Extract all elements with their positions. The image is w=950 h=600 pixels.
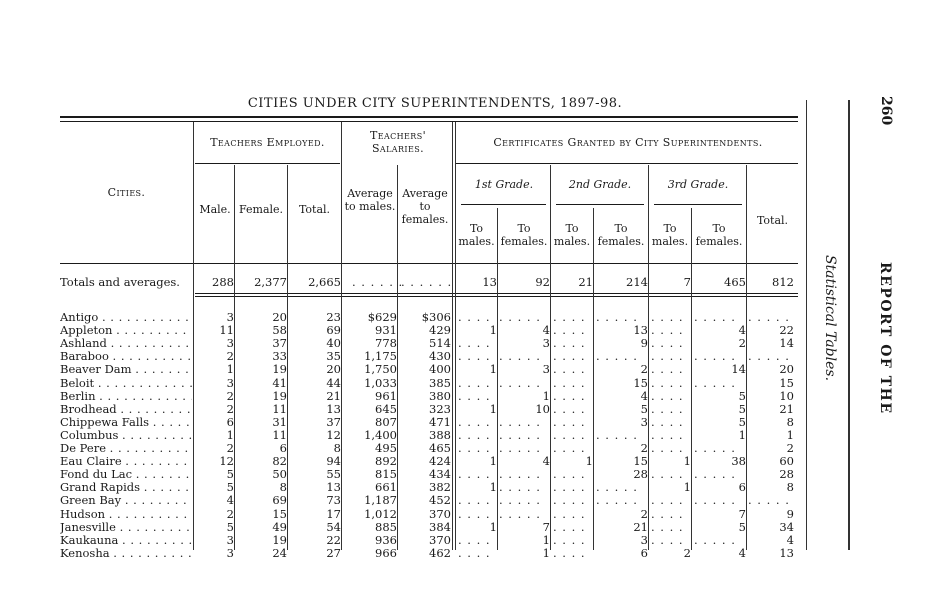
cell-avm: $629 bbox=[367, 310, 397, 324]
cell-ct: 8 bbox=[786, 480, 794, 495]
leader-dots bbox=[651, 429, 687, 442]
header-male: Male. bbox=[199, 203, 231, 216]
leader-dots bbox=[651, 390, 687, 403]
leader-dots bbox=[499, 311, 545, 324]
cell-female: 69 bbox=[272, 493, 287, 508]
cell-ct: 9 bbox=[786, 506, 794, 521]
cell-g3f: 4 bbox=[738, 323, 746, 338]
cell-total: 40 bbox=[326, 336, 341, 351]
cell-male: 3 bbox=[226, 545, 234, 560]
header-certificates: Certificates Granted by City Superintendents. bbox=[493, 136, 763, 149]
cell-male: 3 bbox=[226, 310, 234, 324]
cell-male: 2 bbox=[226, 506, 234, 521]
leader-dots bbox=[553, 429, 589, 442]
cell-g1f: 10 bbox=[535, 401, 550, 416]
header-avg-males: Average to males. bbox=[344, 187, 396, 213]
cell-total: 55 bbox=[326, 467, 341, 482]
cell-g1f: 4 bbox=[542, 323, 550, 338]
cell-ct: 8 bbox=[786, 414, 794, 429]
cell-avf: 388 bbox=[429, 427, 451, 442]
cell-avm: 495 bbox=[375, 441, 397, 455]
cell-g3m: 2 bbox=[683, 545, 691, 560]
leader-dots bbox=[596, 350, 642, 363]
cell-g1m: 1 bbox=[489, 480, 497, 495]
city-name: Brodhead . . . bbox=[60, 403, 192, 416]
header-teachers-employed: Teachers Employed. bbox=[210, 136, 325, 149]
cell-avm: 892 bbox=[375, 454, 397, 469]
table-row bbox=[60, 324, 800, 337]
cell-avf: 465 bbox=[429, 441, 451, 455]
cell-female: 6 bbox=[279, 441, 287, 455]
cell-g2f: 28 bbox=[633, 467, 648, 482]
cell-total: 21 bbox=[326, 388, 341, 403]
cell-male: 5 bbox=[226, 480, 234, 495]
leader-dots bbox=[694, 468, 740, 481]
table-row bbox=[60, 403, 800, 416]
cell-female: 19 bbox=[272, 362, 287, 377]
leader-dots bbox=[651, 377, 687, 390]
cell-avm: 1,400 bbox=[364, 427, 397, 442]
top-rule bbox=[60, 116, 798, 118]
cell-female: 33 bbox=[272, 349, 287, 364]
header-grade-3: 3rd Grade. bbox=[667, 178, 729, 191]
cell-male: 4 bbox=[226, 493, 234, 508]
cell-male: 2 bbox=[226, 401, 234, 416]
table-row bbox=[60, 311, 800, 324]
cell-avf: 514 bbox=[429, 336, 451, 351]
table-row bbox=[60, 508, 800, 521]
header-grade-1: 1st Grade. bbox=[474, 178, 534, 191]
cell-ct: 14 bbox=[779, 336, 794, 351]
cell-total: 13 bbox=[326, 401, 341, 416]
cell-g2f: 2 bbox=[640, 506, 648, 521]
cell-g2f: 3 bbox=[640, 414, 648, 429]
cell-male: 2 bbox=[226, 441, 234, 455]
city-name: Fond du Lac . . . bbox=[60, 468, 192, 481]
cell-g2f: 15 bbox=[633, 375, 648, 390]
leader-dots bbox=[499, 442, 545, 455]
cell-male: 3 bbox=[226, 532, 234, 547]
cell-ct: 13 bbox=[779, 545, 794, 560]
cell-female: 24 bbox=[272, 545, 287, 560]
side-label: Statistical Tables. bbox=[822, 255, 838, 382]
city-name: Chippewa Falls . . . bbox=[60, 416, 192, 429]
cell-g2f: 2 bbox=[640, 362, 648, 377]
cell-avf: 430 bbox=[429, 349, 451, 364]
cell-g3f: 14 bbox=[731, 362, 746, 377]
leader-dots bbox=[553, 377, 589, 390]
leader-dots bbox=[651, 403, 687, 416]
totals-row: Totals and averages. 288 2,377 2,665 . . . . . . 13 92 21 214 7 465 812 bbox=[60, 276, 800, 289]
city-name: Eau Claire . . . bbox=[60, 455, 192, 468]
cell-avm: 1,012 bbox=[364, 506, 397, 521]
leader-dots bbox=[553, 390, 589, 403]
leader-dots bbox=[458, 311, 494, 324]
cell-g3f: 7 bbox=[738, 506, 746, 521]
cell-total: 35 bbox=[326, 349, 341, 364]
cell-ct: 21 bbox=[779, 401, 794, 416]
cell-g3m: 1 bbox=[683, 480, 691, 495]
cell-male: 11 bbox=[219, 323, 234, 338]
cell-avm: 1,187 bbox=[364, 493, 397, 508]
cell-female: 15 bbox=[272, 506, 287, 521]
cell-avf: 384 bbox=[429, 519, 451, 534]
cell-g3m: 1 bbox=[683, 454, 691, 469]
leader-dots bbox=[553, 324, 589, 337]
cell-avm: 645 bbox=[375, 401, 397, 416]
leader-dots bbox=[651, 350, 687, 363]
cell-avf: 382 bbox=[429, 480, 451, 495]
cell-avf: 452 bbox=[429, 493, 451, 508]
cell-ct: 34 bbox=[779, 519, 794, 534]
table-row bbox=[60, 521, 800, 534]
cell-g3f: 2 bbox=[738, 336, 746, 351]
cell-total: 17 bbox=[326, 506, 341, 521]
leader-dots bbox=[553, 521, 589, 534]
leader-dots bbox=[553, 547, 589, 560]
city-name: De Pere . . . bbox=[60, 442, 192, 455]
table-row bbox=[60, 390, 800, 403]
cell-female: 41 bbox=[272, 375, 287, 390]
header-g2-females: To females. bbox=[597, 222, 645, 248]
running-head: REPORT OF THE bbox=[877, 262, 893, 415]
table-row bbox=[60, 377, 800, 390]
leader-dots bbox=[458, 377, 494, 390]
cell-total: 27 bbox=[326, 545, 341, 560]
cell-total: 54 bbox=[326, 519, 341, 534]
city-name: Ashland . . . bbox=[60, 337, 192, 350]
cell-avm: 1,175 bbox=[364, 349, 397, 364]
table-row bbox=[60, 534, 800, 547]
leader-dots bbox=[458, 416, 494, 429]
header-g3-females: To females. bbox=[695, 222, 743, 248]
leader-dots bbox=[651, 416, 687, 429]
cell-g2f: 2 bbox=[640, 441, 648, 455]
leader-dots bbox=[651, 363, 687, 376]
leader-dots bbox=[499, 416, 545, 429]
city-name: Hudson . . . bbox=[60, 508, 192, 521]
leader-dots bbox=[651, 337, 687, 350]
leader-dots bbox=[499, 468, 545, 481]
leader-dots bbox=[748, 311, 794, 324]
leader-dots bbox=[499, 494, 545, 507]
city-name: Beloit . . . bbox=[60, 377, 192, 390]
leader-dots bbox=[596, 481, 642, 494]
cell-total: 22 bbox=[326, 532, 341, 547]
table-row bbox=[60, 468, 800, 481]
cell-avf: 380 bbox=[429, 388, 451, 403]
cell-female: 82 bbox=[272, 454, 287, 469]
cell-ct: 22 bbox=[779, 323, 794, 338]
city-name: Antigo . . . bbox=[60, 311, 192, 324]
cell-avf: $306 bbox=[421, 310, 451, 324]
leader-dots bbox=[651, 534, 687, 547]
leader-dots bbox=[651, 311, 687, 324]
header-female: Female. bbox=[238, 203, 284, 216]
cell-g1m: 1 bbox=[489, 362, 497, 377]
cell-total: 69 bbox=[326, 323, 341, 338]
leader-dots bbox=[458, 534, 494, 547]
leader-dots bbox=[553, 481, 589, 494]
cell-g1f: 1 bbox=[542, 532, 550, 547]
cell-avf: 400 bbox=[429, 362, 451, 377]
leader-dots bbox=[458, 390, 494, 403]
table-row bbox=[60, 494, 800, 507]
cell-total: 12 bbox=[326, 427, 341, 442]
cell-avf: 370 bbox=[429, 506, 451, 521]
city-name: Baraboo . . . bbox=[60, 350, 192, 363]
leader-dots bbox=[748, 494, 794, 507]
cell-g3f: 4 bbox=[738, 545, 746, 560]
top-rule-thin bbox=[60, 121, 798, 122]
leader-dots bbox=[553, 403, 589, 416]
totals-label: Totals and averages. bbox=[60, 275, 180, 289]
cell-avm: 807 bbox=[375, 414, 397, 429]
cell-male: 5 bbox=[226, 519, 234, 534]
cell-male: 1 bbox=[226, 427, 234, 442]
leader-dots bbox=[694, 494, 740, 507]
leader-dots bbox=[553, 416, 589, 429]
cell-g1f: 3 bbox=[542, 336, 550, 351]
header-teachers-salaries: Teachers' Salaries. bbox=[369, 129, 427, 155]
city-name: Columbus . . . bbox=[60, 429, 192, 442]
header-g1-males: To males. bbox=[458, 222, 495, 248]
header-grade-2: 2nd Grade. bbox=[568, 178, 632, 191]
cell-total: 73 bbox=[326, 493, 341, 508]
leader-dots bbox=[694, 377, 740, 390]
cell-g2f: 15 bbox=[633, 454, 648, 469]
cell-avf: 323 bbox=[429, 401, 451, 416]
cell-avm: 1,750 bbox=[364, 362, 397, 377]
table-row bbox=[60, 442, 800, 455]
cell-total: 37 bbox=[326, 414, 341, 429]
leader-dots bbox=[499, 377, 545, 390]
table-row bbox=[60, 337, 800, 350]
leader-dots bbox=[651, 521, 687, 534]
table-row bbox=[60, 363, 800, 376]
city-name: Berlin . . . bbox=[60, 390, 192, 403]
cell-g3f: 6 bbox=[738, 480, 746, 495]
leader-dots bbox=[553, 350, 589, 363]
cell-g1m: 1 bbox=[489, 454, 497, 469]
leader-dots bbox=[553, 337, 589, 350]
cell-female: 11 bbox=[272, 427, 287, 442]
header-total: Total. bbox=[298, 203, 331, 216]
cell-total: 20 bbox=[326, 362, 341, 377]
cell-avm: 931 bbox=[375, 323, 397, 338]
cell-total: 44 bbox=[326, 375, 341, 390]
leader-dots bbox=[651, 324, 687, 337]
cell-g2f: 9 bbox=[640, 336, 648, 351]
cell-total: 23 bbox=[326, 310, 341, 324]
city-name: Appleton . . . bbox=[60, 324, 192, 337]
cell-male: 2 bbox=[226, 388, 234, 403]
cell-g1f: 3 bbox=[542, 362, 550, 377]
table-row bbox=[60, 455, 800, 468]
cell-ct: 28 bbox=[779, 467, 794, 482]
cell-female: 19 bbox=[272, 532, 287, 547]
leader-dots bbox=[553, 442, 589, 455]
header-cities: Cities. bbox=[107, 186, 146, 199]
leader-dots bbox=[694, 442, 740, 455]
table-row bbox=[60, 547, 800, 560]
header-g3-males: To males. bbox=[651, 222, 689, 248]
cell-female: 58 bbox=[272, 323, 287, 338]
leader-dots bbox=[553, 508, 589, 521]
cell-avf: 429 bbox=[429, 323, 451, 338]
leader-dots bbox=[553, 468, 589, 481]
cell-avm: 966 bbox=[375, 545, 397, 560]
leader-dots bbox=[596, 429, 642, 442]
leader-dots bbox=[748, 350, 794, 363]
leader-dots bbox=[694, 350, 740, 363]
table-row bbox=[60, 416, 800, 429]
cell-ct: 1 bbox=[786, 427, 794, 442]
leader-dots bbox=[458, 508, 494, 521]
cell-female: 31 bbox=[272, 414, 287, 429]
cell-avf: 434 bbox=[429, 467, 451, 482]
leader-dots bbox=[553, 494, 589, 507]
cell-avm: 961 bbox=[375, 388, 397, 403]
cell-male: 12 bbox=[219, 454, 234, 469]
table-row bbox=[60, 429, 800, 442]
leader-dots bbox=[458, 494, 494, 507]
cell-ct: 4 bbox=[786, 532, 794, 547]
cell-g1f: 1 bbox=[542, 545, 550, 560]
cell-g2f: 5 bbox=[640, 401, 648, 416]
header-avg-females: Average to females. bbox=[401, 187, 449, 226]
leader-dots bbox=[458, 468, 494, 481]
cell-g1m: 1 bbox=[489, 519, 497, 534]
city-name: Kenosha . . . bbox=[60, 547, 192, 560]
cell-avm: 778 bbox=[375, 336, 397, 351]
cell-male: 5 bbox=[226, 467, 234, 482]
cell-g2f: 21 bbox=[633, 519, 648, 534]
leader-dots bbox=[596, 311, 642, 324]
cell-ct: 60 bbox=[779, 454, 794, 469]
cell-female: 20 bbox=[272, 310, 287, 324]
header-g1-females: To females. bbox=[500, 222, 548, 248]
cell-ct: 10 bbox=[779, 388, 794, 403]
cell-avm: 1,033 bbox=[364, 375, 397, 390]
cell-female: 37 bbox=[272, 336, 287, 351]
leader-dots bbox=[596, 494, 642, 507]
cell-g3f: 1 bbox=[738, 427, 746, 442]
cell-g1f: 7 bbox=[542, 519, 550, 534]
table-row bbox=[60, 350, 800, 363]
leader-dots bbox=[651, 442, 687, 455]
cell-g3f: 5 bbox=[738, 414, 746, 429]
city-name: Beaver Dam . . . bbox=[60, 363, 192, 376]
cell-total: 8 bbox=[333, 441, 341, 455]
page-number: 260 bbox=[878, 96, 894, 126]
cell-g3f: 38 bbox=[731, 454, 746, 469]
leader-dots bbox=[694, 534, 740, 547]
cell-g1f: 4 bbox=[542, 454, 550, 469]
cell-total: 94 bbox=[326, 454, 341, 469]
header-g2-males: To males. bbox=[553, 222, 591, 248]
cell-female: 50 bbox=[272, 467, 287, 482]
cell-g1f: 1 bbox=[542, 388, 550, 403]
cell-male: 6 bbox=[226, 414, 234, 429]
leader-dots bbox=[458, 337, 494, 350]
cell-male: 3 bbox=[226, 375, 234, 390]
cell-g2m: 1 bbox=[585, 454, 593, 469]
cell-total: 13 bbox=[326, 480, 341, 495]
leader-dots bbox=[458, 442, 494, 455]
leader-dots bbox=[458, 547, 494, 560]
leader-dots bbox=[553, 534, 589, 547]
cell-avf: 370 bbox=[429, 532, 451, 547]
cell-avm: 885 bbox=[375, 519, 397, 534]
cell-female: 19 bbox=[272, 388, 287, 403]
cell-avf: 424 bbox=[429, 454, 451, 469]
cell-avm: 661 bbox=[375, 480, 397, 495]
cell-avm: 936 bbox=[375, 532, 397, 547]
cell-g2f: 6 bbox=[640, 545, 648, 560]
cell-ct: 20 bbox=[779, 362, 794, 377]
city-name: Kaukauna . . . bbox=[60, 534, 192, 547]
leader-dots bbox=[694, 311, 740, 324]
cell-g3f: 5 bbox=[738, 388, 746, 403]
leader-dots bbox=[553, 311, 589, 324]
leader-dots bbox=[499, 481, 545, 494]
cell-g1m: 1 bbox=[489, 401, 497, 416]
cell-male: 2 bbox=[226, 349, 234, 364]
cell-female: 49 bbox=[272, 519, 287, 534]
cell-ct: 2 bbox=[786, 441, 794, 455]
cell-g3f: 5 bbox=[738, 519, 746, 534]
cell-g2f: 4 bbox=[640, 388, 648, 403]
cell-g3f: 5 bbox=[738, 401, 746, 416]
city-name: Grand Rapids . . . bbox=[60, 481, 192, 494]
cell-avf: 471 bbox=[429, 414, 451, 429]
leader-dots bbox=[553, 363, 589, 376]
header-cert-total: Total. bbox=[756, 214, 789, 227]
leader-dots bbox=[499, 429, 545, 442]
cell-g2f: 13 bbox=[633, 323, 648, 338]
cell-female: 8 bbox=[279, 480, 287, 495]
cell-g1m: 1 bbox=[489, 323, 497, 338]
cell-g2f: 3 bbox=[640, 532, 648, 547]
cell-avf: 385 bbox=[429, 375, 451, 390]
cell-male: 3 bbox=[226, 336, 234, 351]
cell-female: 11 bbox=[272, 401, 287, 416]
leader-dots bbox=[651, 494, 687, 507]
cell-male: 1 bbox=[226, 362, 234, 377]
leader-dots bbox=[499, 508, 545, 521]
page-title: CITIES UNDER CITY SUPERINTENDENTS, 1897-98. bbox=[247, 96, 623, 111]
cell-avf: 462 bbox=[429, 545, 451, 560]
cell-ct: 15 bbox=[779, 375, 794, 390]
leader-dots bbox=[651, 508, 687, 521]
city-name: Green Bay . . . bbox=[60, 494, 192, 507]
cell-avm: 815 bbox=[375, 467, 397, 482]
table-row bbox=[60, 481, 800, 494]
leader-dots bbox=[651, 468, 687, 481]
leader-dots bbox=[458, 429, 494, 442]
leader-dots bbox=[458, 350, 494, 363]
city-name: Janesville . . . bbox=[60, 521, 192, 534]
leader-dots bbox=[499, 350, 545, 363]
